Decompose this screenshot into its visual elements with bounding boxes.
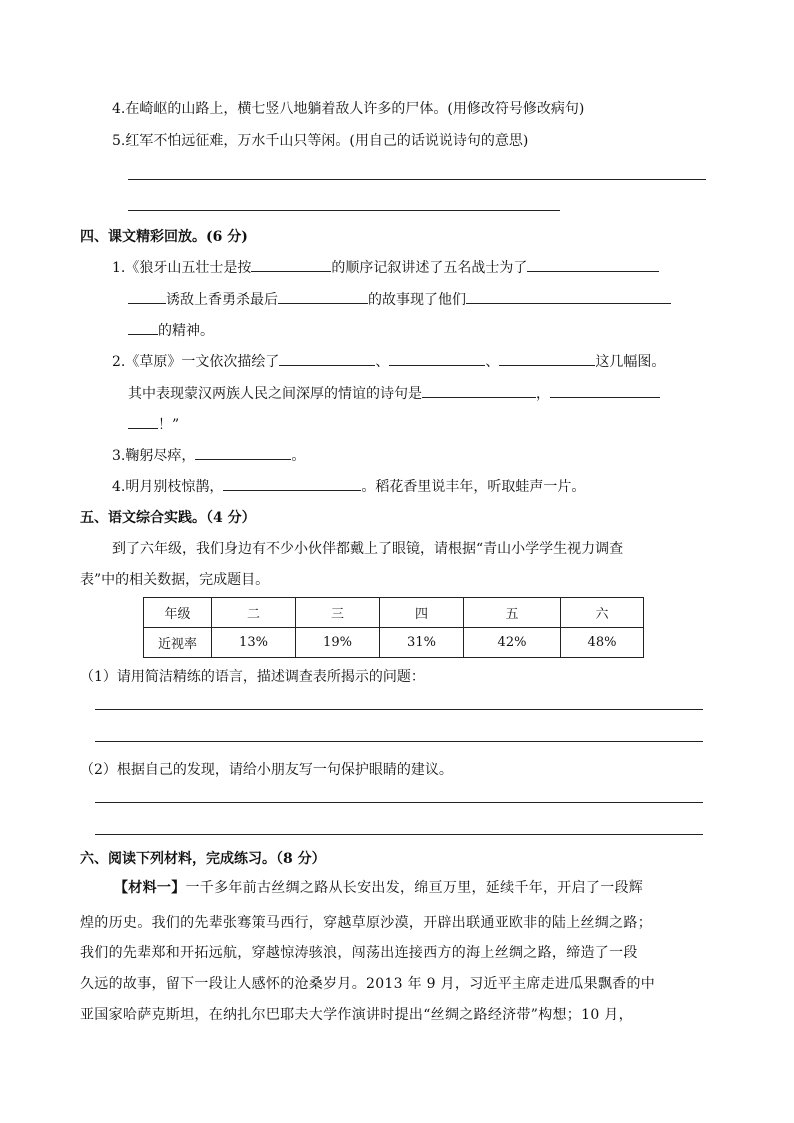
answer-line[interactable] [95, 834, 703, 835]
question-4-4 [112, 476, 585, 496]
table-cell: 二 [212, 598, 296, 628]
table-cell: 42% [464, 628, 561, 658]
question-4-1-line3 [128, 320, 214, 340]
table-cell: 年级 [144, 598, 212, 628]
question-3-5: 5.红军不怕远征难，万水千山只等闲。(用自己的话说说诗句的意思) [112, 133, 529, 149]
question-4-1-line1 [112, 257, 659, 277]
table-cell: 13% [212, 628, 296, 658]
material-1-paragraph [80, 874, 708, 902]
table-cell: 四 [380, 598, 464, 628]
question-5-1: （1）请用简洁精练的语言，描述调查表所揭示的问题： [80, 669, 425, 685]
answer-line[interactable] [128, 179, 706, 180]
question-4-3 [112, 445, 305, 465]
blank[interactable] [128, 289, 166, 304]
blank[interactable] [128, 414, 158, 429]
answer-line[interactable] [95, 709, 703, 710]
question-4-1-line2 [128, 289, 671, 309]
question-text: ！” [158, 417, 180, 433]
blank[interactable] [195, 445, 291, 460]
blank[interactable] [389, 351, 485, 366]
question-4-2-line3 [128, 414, 179, 434]
section-5-heading: 五、语文综合实践。（4 分） [80, 510, 256, 526]
table-cell: 19% [296, 628, 380, 658]
material-line: 亚国家哈萨克斯坦，在纳扎尔巴耶夫大学作演讲时提出“丝绸之路经济带”构想；10 月， [80, 1007, 633, 1023]
section-5-intro-line2: 表”中的相关数据，完成题目。 [80, 572, 270, 588]
blank[interactable] [422, 383, 536, 398]
question-text: 其中表现蒙汉两族人民之间深厚的情谊的诗句是 [128, 386, 422, 402]
material-line: 我们的先辈郑和开拓远航，穿越惊涛骇浪，闯荡出连接西方的海上丝绸之路，缔造了一段 [80, 945, 638, 961]
question-text: 。 [291, 448, 306, 464]
table-cell: 31% [380, 628, 464, 658]
separator: 、 [485, 354, 500, 370]
table-cell: 六 [561, 598, 644, 628]
blank[interactable] [128, 320, 158, 335]
question-text: 诱敌上香勇杀最后 [166, 292, 278, 308]
table-cell: 48% [561, 628, 644, 658]
question-text: 4.明月别枝惊鹊， [112, 479, 224, 495]
blank[interactable] [251, 257, 331, 272]
question-text: 3.鞠躬尽瘁， [112, 448, 196, 464]
question-text: 2.《草原》一文依次描绘了 [112, 354, 280, 370]
answer-line[interactable] [95, 802, 703, 803]
table-row [144, 628, 644, 658]
question-3-4: 4.在崎岖的山路上，横七竖八地躺着敌人许多的尸体。(用修改符号修改病句) [112, 101, 585, 117]
blank[interactable] [550, 383, 660, 398]
table-cell: 三 [296, 598, 380, 628]
blank[interactable] [279, 351, 375, 366]
separator: ， [536, 386, 550, 402]
answer-line[interactable] [95, 741, 703, 742]
question-4-2-line1 [112, 351, 665, 371]
question-text: 。稻花香里说丰年，听取蛙声一片。 [361, 479, 586, 495]
blank[interactable] [278, 289, 368, 304]
answer-line[interactable] [128, 210, 560, 211]
table-cell: 近视率 [144, 628, 212, 658]
section-4-heading: 四、课文精彩回放。(6 分) [80, 229, 248, 245]
section-5-intro-line1: 到了六年级，我们身边有不少小伙伴都戴上了眼镜，请根据“青山小学学生视力调查 [112, 541, 624, 557]
section-6-heading: 六、阅读下列材料，完成练习。（8 分） [80, 851, 326, 867]
vision-survey-table [143, 597, 644, 658]
blank[interactable] [223, 476, 361, 491]
question-4-2-line2 [128, 383, 660, 403]
question-text: 的顺序记叙讲述了五名战士为了 [331, 260, 528, 276]
blank[interactable] [499, 351, 595, 366]
blank[interactable] [527, 257, 659, 272]
question-text: 这几幅图。 [595, 354, 666, 370]
separator: 、 [375, 354, 390, 370]
question-5-2: （2）根据自己的发现，请给小朋友写一句保护眼睛的建议。 [80, 762, 453, 778]
material-line: 煌的历史。我们的先辈张骞策马西行，穿越草原沙漠，开辟出联通亚欧非的陆上丝绸之路； [80, 915, 652, 931]
question-text: 的故事现了他们 [368, 292, 466, 308]
question-text: 1.《狼牙山五壮士是按 [112, 260, 252, 276]
material-label: 【材料一】 [114, 880, 186, 896]
table-cell: 五 [464, 598, 561, 628]
blank[interactable] [466, 289, 671, 304]
table-header-row [144, 598, 644, 628]
question-text: 的精神。 [158, 323, 214, 339]
material-line: 一千多年前古丝绸之路从长安出发，绵亘万里，延续千年，开启了一段辉 [185, 880, 644, 896]
material-line: 久远的故事，留下一段让人感怀的沧桑岁月。2013 年 9 月，习近平主席走进瓜果飘香的中 [80, 976, 656, 992]
